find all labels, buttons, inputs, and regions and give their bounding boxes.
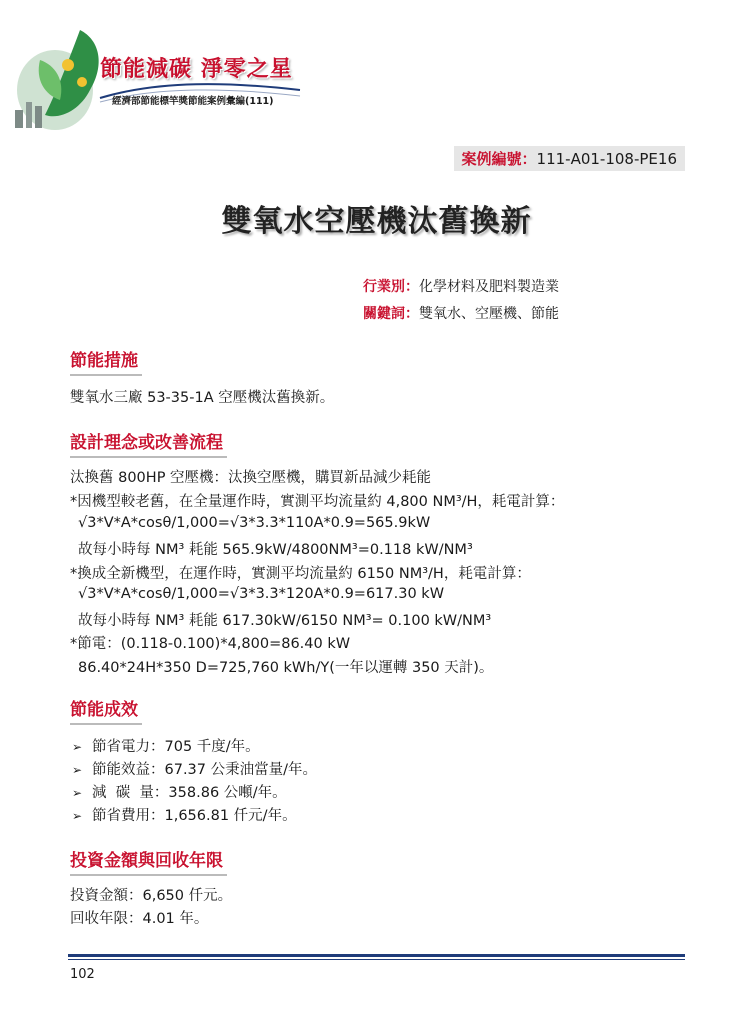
page-title: 雙氧水空壓機汰舊換新 (221, 204, 532, 239)
results-item-text: 節能效益：67.37 公秉油當量/年。 (92, 762, 318, 778)
design-line: *因機型較老舊，在全量運作時，實測平均流量約 4,800 NM³/H，耗電計算： (70, 494, 565, 510)
results-item (72, 804, 297, 825)
keywords-label: 關鍵詞： (363, 306, 419, 322)
page-number: 102 (70, 967, 95, 982)
investment-line: 投資金額：6,650 仟元。 (70, 888, 233, 904)
results-heading: 節能成效 (70, 695, 142, 725)
keywords-value: 雙氧水、空壓機、節能 (419, 306, 559, 322)
industry-label: 行業別： (363, 279, 419, 295)
arrow-bullet-icon: ➢ (72, 740, 83, 754)
results-item-text: 節省費用：1,656.81 仟元/年。 (92, 808, 297, 824)
design-line: 故每小時每 NM³ 耗能 565.9kW/4800NM³=0.118 kW/NM³ (78, 542, 473, 558)
results-item (72, 735, 260, 756)
results-item (72, 781, 287, 802)
design-line: *節電：(0.118-0.100)*4,800=86.40 kW (70, 636, 351, 652)
design-line: 故每小時每 NM³ 耗能 617.30kW/6150 NM³= 0.100 kW/NM³ (78, 613, 492, 629)
brand-title: 節能減碳 淨零之星 (100, 56, 293, 82)
arrow-bullet-icon: ➢ (72, 763, 83, 777)
design-line: 汰換舊 800HP 空壓機：汰換空壓機，購買新品減少耗能 (70, 470, 432, 486)
industry-row (363, 276, 559, 296)
footer-rule (68, 959, 685, 960)
design-line: *換成全新機型，在運作時，實測平均流量約 6150 NM³/H，耗電計算： (70, 566, 531, 582)
header-logo (10, 20, 310, 135)
case-number-value: 111-A01-108-PE16 (536, 150, 677, 168)
results-item-text: 減 碳 量：358.86 公噸/年。 (92, 785, 287, 801)
results-item (72, 758, 317, 779)
design-line: √3*V*A*cosθ/1,000=√3*3.3*120A*0.9=617.30 kW (78, 586, 445, 602)
arrow-bullet-icon: ➢ (72, 809, 83, 823)
results-item-text: 節省電力：705 千度/年。 (92, 739, 260, 755)
industry-value: 化學材料及肥料製造業 (419, 279, 559, 295)
design-line: √3*V*A*cosθ/1,000=√3*3.3*110A*0.9=565.9kW (78, 515, 431, 531)
design-heading: 設計理念或改善流程 (70, 428, 227, 458)
arrow-bullet-icon: ➢ (72, 786, 83, 800)
footer-rule (68, 954, 685, 957)
investment-heading: 投資金額與回收年限 (70, 846, 227, 876)
measures-heading: 節能措施 (70, 346, 142, 376)
brand-subtitle: 經濟部節能標竿獎節能案例彙編(111) (112, 96, 274, 107)
design-line: 86.40*24H*350 D=725,760 kWh/Y(一年以運轉 350 天計)。 (78, 660, 494, 676)
case-number-label: 案例編號： (461, 150, 537, 168)
measures-text: 雙氧水三廠 53-35-1A 空壓機汰舊換新。 (70, 390, 335, 406)
case-number-badge (454, 146, 685, 171)
investment-line: 回收年限：4.01 年。 (70, 911, 209, 927)
keywords-row (363, 303, 559, 323)
